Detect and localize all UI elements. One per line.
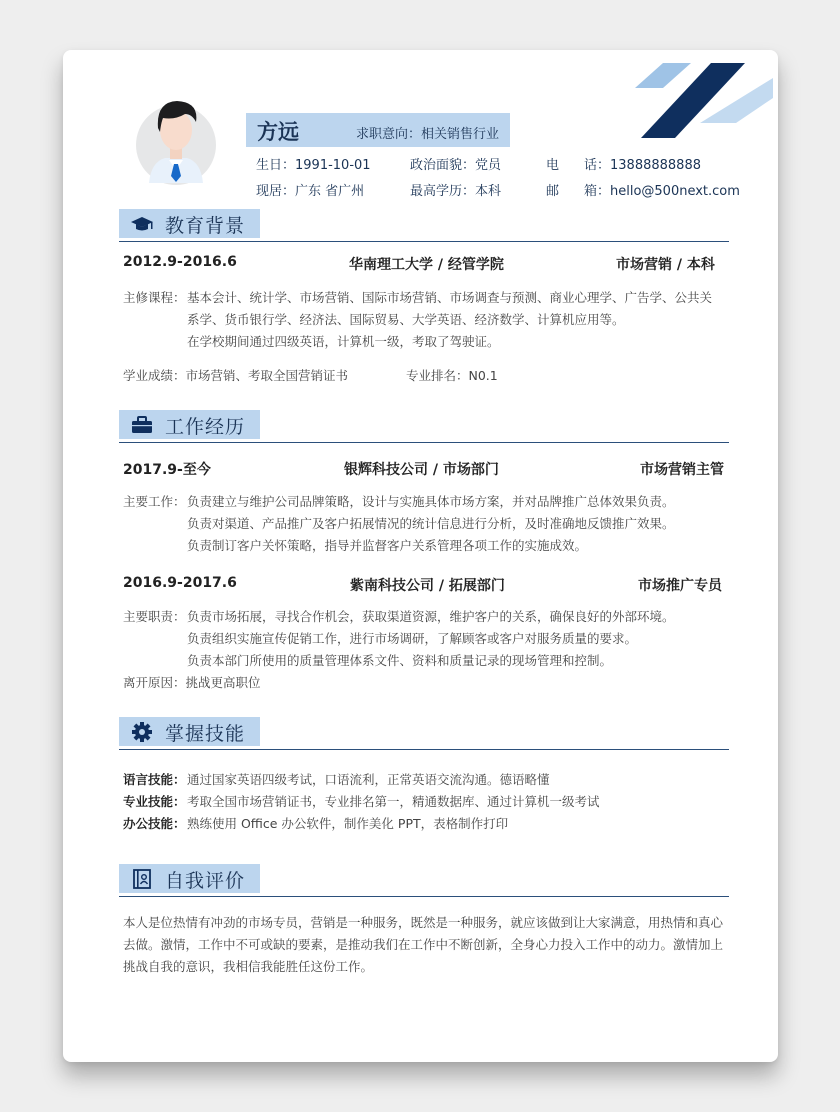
skill-label: 专业技能： [123,794,186,809]
job-duty-label: 主要职责： [123,609,186,624]
education-date: 2012.9-2016.6 [123,254,237,270]
briefcase-icon [131,415,153,435]
rank: 专业排名：N0.1 [406,368,498,383]
education-school: 华南理工大学 / 经管学院 [349,257,504,273]
skills-title: 掌握技能 [165,723,246,745]
decorative-stripes [623,58,778,168]
courses-line: 在学校期间通过四级英语，计算机一级，考取了驾驶证。 [187,334,500,349]
self-eval-divider [119,896,729,897]
courses-line: 系学、货币银行学、经济法、国际贸易、大学英语、经济数学、计算机应用等。 [187,312,625,327]
courses-line: 基本会计、统计学、市场营销、国际市场营销、市场调查与预测、商业心理学、广告学、公共关 [187,290,713,305]
birthday: 生日：1991-10-01 [256,158,371,173]
job-date: 2016.9-2017.6 [123,575,237,591]
skill-label: 办公技能： [123,816,186,831]
skill-text: 熟练使用 Office 办公软件，制作美化 PPT，表格制作打印 [187,816,509,831]
email-label: 邮 [546,184,560,199]
self-eval-title: 自我评价 [165,870,246,892]
political-status: 政治面貌：党员 [410,158,502,173]
job-date: 2017.9-至今 [123,462,211,478]
phone: 话：13888888888 [584,158,701,173]
education-divider [119,241,729,242]
job-position: 市场推广专员 [638,578,722,594]
job-company: 银辉科技公司 / 市场部门 [344,462,499,478]
skill-label: 语言技能： [123,772,186,787]
graduation-cap-icon [131,214,153,234]
work-divider [119,442,729,443]
job-duty-line: 负责市场拓展，寻找合作机会，获取渠道资源，维护客户的关系，确保良好的外部环境。 [187,609,675,624]
profile-card-icon [131,869,153,889]
self-eval-text: 本人是位热情有冲劲的市场专员，营销是一种服务，既然是一种服务，就应该做到让大家满意，用热情和真心去做。激情，工作中不可或缺的要素，是推动我们在工作中不断创新，全身心力投入工作中的动力。激情加上挑战自我的意识，我相信我能胜任这份工作。 [123,915,724,974]
resume-page [63,50,778,1062]
education-major: 市场营销 / 本科 [616,257,715,273]
job-company: 紫南科技公司 / 拓展部门 [350,578,505,594]
candidate-name: 方远 [257,120,299,144]
skill-text: 考取全国市场营销证书，专业排名第一，精通数据库、通过计算机一级考试 [187,794,600,809]
grades: 学业成绩：市场营销、考取全国营销证书 [123,368,349,383]
skills-divider [119,749,729,750]
email: 箱：hello@500next.com [584,184,740,199]
residence: 现居：广东 省广州 [256,184,365,199]
job-duty-line: 负责建立与维护公司品牌策略，设计与实施具体市场方案，并对品牌推广总体效果负责。 [187,494,675,509]
courses-label: 主修课程： [123,290,186,305]
work-title: 工作经历 [165,416,246,438]
job-duty-line: 负责本部门所使用的质量管理体系文件、资料和质量记录的现场管理和控制。 [187,653,613,668]
job-duty-line: 负责对渠道、产品推广及客户拓展情况的统计信息进行分析，及时准确地反馈推广效果。 [187,516,675,531]
job-position: 市场营销主管 [640,462,724,478]
leave-reason: 离开原因：挑战更高职位 [123,675,261,690]
job-duty-line: 负责制订客户关怀策略，指导并监督客户关系管理各项工作的实施成效。 [187,538,588,553]
education-title: 教育背景 [165,215,246,237]
gear-icon [131,722,153,742]
job-intent: 求职意向：相关销售行业 [356,127,500,142]
skill-text: 通过国家英语四级考试，口语流利，正常英语交流沟通。德语略懂 [187,772,550,787]
job-duty-line: 负责组织实施宣传促销工作，进行市场调研，了解顾客或客户对服务质量的要求。 [187,631,638,646]
job-duty-label: 主要工作： [123,494,186,509]
avatar [135,90,217,190]
education-level: 最高学历：本科 [410,184,502,199]
phone-label: 电 [546,158,560,173]
